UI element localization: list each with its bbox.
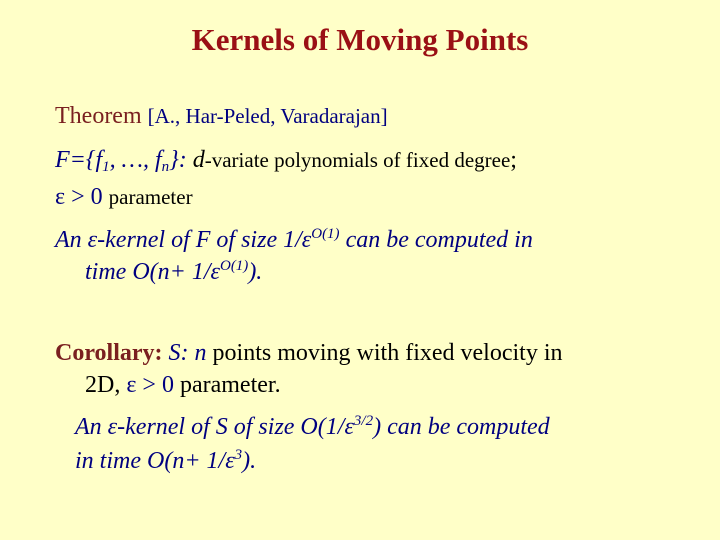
exponent: 3 [234,447,243,463]
epsilon-symbol: ε [344,414,354,440]
set-mid: , …, f [109,147,162,173]
stmt-text: An [55,227,88,253]
epsilon-symbol: ε [225,448,235,474]
epsilon-symbol: ε [126,372,137,398]
epsilon-symbol: ε [55,184,66,210]
stmt-text: in time O(n+ 1/ [75,448,226,474]
stmt-text: time O(n+ 1/ [85,259,211,285]
theorem-label: Theorem [55,103,142,129]
epsilon-condition: > 0 [136,372,174,398]
corollary-label: Corollary: [55,340,163,366]
epsilon-condition: > 0 [71,184,103,210]
corollary-line-1 [55,340,563,367]
subscript-n: n [161,159,170,175]
corollary-text: 2D, [85,372,127,398]
theorem-set-definition [55,147,517,174]
epsilon-symbol: ε [107,414,118,440]
d-variable: d [192,147,205,173]
stmt-text: ). [248,259,263,285]
corollary-text: parameter. [173,372,281,398]
epsilon-symbol: ε [87,227,98,253]
corollary-statement-line-2 [75,448,256,475]
exponent: 3/2 [353,413,374,429]
epsilon-symbol: ε [210,259,220,285]
n-variable: n [194,340,207,366]
semicolon: ; [510,147,517,173]
set-suffix: }: [169,147,187,173]
polynomial-description: -variate polynomials of fixed degree [204,148,511,172]
stmt-text: -kernel of S of size O(1/ [117,414,345,440]
theorem-statement-line-2 [85,259,262,286]
epsilon-symbol: ε [301,227,312,253]
epsilon-parameter-line [55,184,193,211]
subscript-1: 1 [102,159,110,175]
stmt-text: -kernel of F of size 1/ [97,227,302,253]
stmt-text: can be computed in [339,227,533,253]
set-s: S: [168,340,189,366]
exponent: O(1) [219,258,249,274]
corollary-line-2 [85,372,281,399]
theorem-heading [55,103,388,130]
exponent: O(1) [311,226,340,242]
corollary-statement-line-1 [75,414,550,441]
corollary-text: points moving with fixed velocity in [206,340,563,366]
set-prefix: F={f [55,147,103,173]
stmt-text: An [75,414,108,440]
slide-title: Kernels of Moving Points [191,22,529,57]
theorem-statement-line-1 [55,227,533,254]
parameter-word: parameter [108,185,193,209]
stmt-text: ). [242,448,257,474]
theorem-citation: [A., Har-Peled, Varadarajan] [147,104,388,128]
stmt-text: ) can be computed [373,414,550,440]
